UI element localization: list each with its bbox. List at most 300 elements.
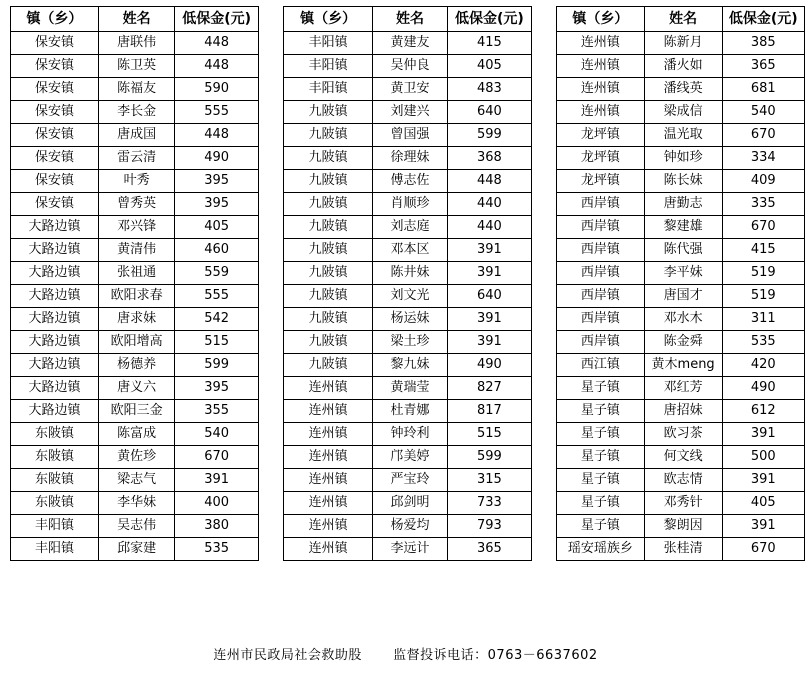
table-row [284, 331, 532, 354]
table-row [557, 216, 805, 239]
cell-town: 连州镇 [284, 446, 373, 469]
table-row [11, 354, 259, 377]
cell-town: 东陂镇 [11, 423, 99, 446]
table-row [557, 446, 805, 469]
cell-amount: 590 [175, 78, 259, 101]
cell-town: 连州镇 [557, 101, 645, 124]
cell-name: 杨德养 [98, 354, 174, 377]
table-row [284, 308, 532, 331]
cell-amount: 640 [447, 285, 531, 308]
cell-name: 欧习茶 [644, 423, 722, 446]
table-row [284, 285, 532, 308]
cell-name: 刘建兴 [373, 101, 448, 124]
cell-amount: 817 [447, 400, 531, 423]
footer-hotline: 监督投诉电话：0763－6637602 [393, 648, 598, 663]
cell-name: 傅志佐 [373, 170, 448, 193]
cell-town: 九陂镇 [284, 262, 373, 285]
cell-name: 邱剑明 [373, 492, 448, 515]
cell-town: 丰阳镇 [284, 78, 373, 101]
cell-name: 李远计 [373, 538, 448, 561]
table-row [11, 170, 259, 193]
cell-name: 李长金 [98, 101, 174, 124]
low-income-table-block-1 [10, 6, 259, 561]
cell-town: 龙坪镇 [557, 147, 645, 170]
cell-amount: 448 [175, 124, 259, 147]
cell-amount: 535 [722, 331, 804, 354]
table-row [284, 354, 532, 377]
cell-name: 欧阳增高 [98, 331, 174, 354]
cell-name: 黄建友 [373, 32, 448, 55]
column-header-name: 姓名 [98, 7, 174, 32]
table-row [557, 285, 805, 308]
table-row [284, 193, 532, 216]
cell-town: 东陂镇 [11, 469, 99, 492]
cell-name: 邱家建 [98, 538, 174, 561]
cell-town: 大路边镇 [11, 331, 99, 354]
low-income-table-block-3 [556, 6, 805, 561]
cell-name: 邓兴锋 [98, 216, 174, 239]
cell-amount: 415 [722, 239, 804, 262]
cell-amount: 395 [175, 170, 259, 193]
cell-amount: 448 [175, 55, 259, 78]
cell-name: 欧志情 [644, 469, 722, 492]
cell-amount: 391 [722, 515, 804, 538]
cell-name: 唐求妹 [98, 308, 174, 331]
cell-town: 连州镇 [284, 515, 373, 538]
cell-name: 陈金舜 [644, 331, 722, 354]
table-row [11, 492, 259, 515]
cell-amount: 391 [722, 469, 804, 492]
cell-town: 东陂镇 [11, 492, 99, 515]
cell-town: 保安镇 [11, 78, 99, 101]
cell-town: 星子镇 [557, 377, 645, 400]
cell-town: 丰阳镇 [284, 32, 373, 55]
cell-amount: 385 [722, 32, 804, 55]
cell-town: 保安镇 [11, 55, 99, 78]
cell-name: 杨爱均 [373, 515, 448, 538]
cell-name: 钟玲利 [373, 423, 448, 446]
column-header-town: 镇（乡） [557, 7, 645, 32]
cell-town: 大路边镇 [11, 400, 99, 423]
cell-name: 黎朗因 [644, 515, 722, 538]
table-row [11, 331, 259, 354]
table-row [284, 101, 532, 124]
table-row [557, 469, 805, 492]
table-row [557, 538, 805, 561]
cell-town: 连州镇 [284, 538, 373, 561]
table-row [284, 78, 532, 101]
cell-town: 大路边镇 [11, 239, 99, 262]
cell-name: 欧阳三金 [98, 400, 174, 423]
cell-amount: 405 [175, 216, 259, 239]
document-footer [0, 644, 811, 663]
table-header-3 [557, 7, 805, 32]
cell-name: 陈福友 [98, 78, 174, 101]
cell-town: 九陂镇 [284, 147, 373, 170]
table-row [11, 101, 259, 124]
table-header-row [284, 7, 532, 32]
cell-name: 唐义六 [98, 377, 174, 400]
cell-amount: 365 [447, 538, 531, 561]
cell-amount: 448 [175, 32, 259, 55]
cell-amount: 315 [447, 469, 531, 492]
cell-name: 李华妹 [98, 492, 174, 515]
cell-name: 邓本区 [373, 239, 448, 262]
cell-amount: 405 [447, 55, 531, 78]
cell-town: 西岸镇 [557, 285, 645, 308]
table-row [557, 170, 805, 193]
cell-name: 邓红芳 [644, 377, 722, 400]
cell-town: 连州镇 [284, 469, 373, 492]
cell-amount: 409 [722, 170, 804, 193]
cell-amount: 334 [722, 147, 804, 170]
cell-town: 保安镇 [11, 101, 99, 124]
cell-amount: 827 [447, 377, 531, 400]
cell-town: 丰阳镇 [284, 55, 373, 78]
cell-town: 连州镇 [284, 423, 373, 446]
cell-amount: 391 [722, 423, 804, 446]
table-row [11, 308, 259, 331]
cell-town: 西岸镇 [557, 193, 645, 216]
cell-name: 刘文光 [373, 285, 448, 308]
table-row [11, 239, 259, 262]
cell-amount: 460 [175, 239, 259, 262]
cell-amount: 540 [175, 423, 259, 446]
table-row [284, 515, 532, 538]
cell-town: 大路边镇 [11, 377, 99, 400]
cell-name: 曾国强 [373, 124, 448, 147]
cell-amount: 612 [722, 400, 804, 423]
table-row [284, 538, 532, 561]
cell-amount: 670 [175, 446, 259, 469]
cell-town: 九陂镇 [284, 308, 373, 331]
cell-amount: 519 [722, 285, 804, 308]
cell-amount: 483 [447, 78, 531, 101]
cell-amount: 368 [447, 147, 531, 170]
table-row [557, 492, 805, 515]
cell-town: 连州镇 [284, 492, 373, 515]
cell-name: 唐勤志 [644, 193, 722, 216]
cell-amount: 380 [175, 515, 259, 538]
cell-amount: 391 [175, 469, 259, 492]
cell-amount: 670 [722, 216, 804, 239]
cell-name: 黄佐珍 [98, 446, 174, 469]
table-row [557, 515, 805, 538]
cell-town: 九陂镇 [284, 354, 373, 377]
cell-town: 连州镇 [557, 32, 645, 55]
table-body-2 [284, 32, 532, 561]
table-header-1 [11, 7, 259, 32]
cell-name: 杜青娜 [373, 400, 448, 423]
cell-name: 梁土珍 [373, 331, 448, 354]
table-row [284, 423, 532, 446]
cell-name: 陈卫英 [98, 55, 174, 78]
cell-amount: 391 [447, 262, 531, 285]
column-header-amount: 低保金(元) [722, 7, 804, 32]
cell-town: 星子镇 [557, 423, 645, 446]
table-row [557, 377, 805, 400]
cell-name: 黎建雄 [644, 216, 722, 239]
cell-town: 西江镇 [557, 354, 645, 377]
cell-town: 大路边镇 [11, 308, 99, 331]
cell-amount: 559 [175, 262, 259, 285]
cell-town: 西岸镇 [557, 216, 645, 239]
cell-name: 邝美婷 [373, 446, 448, 469]
table-row [11, 446, 259, 469]
column-header-amount: 低保金(元) [175, 7, 259, 32]
table-row [557, 308, 805, 331]
cell-name: 陈新月 [644, 32, 722, 55]
cell-town: 西岸镇 [557, 331, 645, 354]
cell-name: 潘线英 [644, 78, 722, 101]
table-row [557, 400, 805, 423]
cell-amount: 640 [447, 101, 531, 124]
cell-town: 保安镇 [11, 124, 99, 147]
cell-name: 唐招妹 [644, 400, 722, 423]
cell-town: 星子镇 [557, 492, 645, 515]
cell-amount: 670 [722, 124, 804, 147]
cell-amount: 391 [447, 308, 531, 331]
table-row [284, 170, 532, 193]
table-row [557, 101, 805, 124]
cell-town: 东陂镇 [11, 446, 99, 469]
cell-town: 瑶安瑶族乡 [557, 538, 645, 561]
cell-amount: 670 [722, 538, 804, 561]
table-row [557, 147, 805, 170]
cell-amount: 793 [447, 515, 531, 538]
cell-town: 保安镇 [11, 147, 99, 170]
table-row [11, 538, 259, 561]
cell-name: 邓水木 [644, 308, 722, 331]
cell-amount: 599 [447, 124, 531, 147]
cell-name: 曾秀英 [98, 193, 174, 216]
cell-amount: 311 [722, 308, 804, 331]
column-header-amount: 低保金(元) [447, 7, 531, 32]
cell-name: 陈井妹 [373, 262, 448, 285]
table-row [11, 377, 259, 400]
table-header-row [557, 7, 805, 32]
table-row [557, 423, 805, 446]
cell-name: 陈富成 [98, 423, 174, 446]
table-row [11, 55, 259, 78]
cell-town: 星子镇 [557, 446, 645, 469]
table-row [284, 55, 532, 78]
table-row [284, 124, 532, 147]
cell-name: 黄清伟 [98, 239, 174, 262]
cell-name: 唐国才 [644, 285, 722, 308]
cell-town: 星子镇 [557, 515, 645, 538]
cell-town: 龙坪镇 [557, 170, 645, 193]
cell-town: 连州镇 [557, 55, 645, 78]
cell-amount: 395 [175, 193, 259, 216]
table-row [284, 147, 532, 170]
cell-name: 唐成国 [98, 124, 174, 147]
table-row [11, 262, 259, 285]
cell-name: 张桂清 [644, 538, 722, 561]
cell-name: 吴仲良 [373, 55, 448, 78]
table-row [557, 78, 805, 101]
cell-name: 雷云清 [98, 147, 174, 170]
cell-town: 九陂镇 [284, 193, 373, 216]
column-header-name: 姓名 [644, 7, 722, 32]
table-row [11, 216, 259, 239]
table-header-2 [284, 7, 532, 32]
table-row [284, 239, 532, 262]
table-row [284, 377, 532, 400]
cell-amount: 395 [175, 377, 259, 400]
cell-town: 保安镇 [11, 170, 99, 193]
cell-amount: 391 [447, 331, 531, 354]
cell-town: 九陂镇 [284, 239, 373, 262]
table-row [11, 515, 259, 538]
table-row [11, 469, 259, 492]
cell-name: 张祖通 [98, 262, 174, 285]
cell-amount: 733 [447, 492, 531, 515]
cell-name: 梁志气 [98, 469, 174, 492]
cell-name: 潘火如 [644, 55, 722, 78]
cell-amount: 415 [447, 32, 531, 55]
cell-name: 杨运妹 [373, 308, 448, 331]
table-row [557, 193, 805, 216]
cell-amount: 519 [722, 262, 804, 285]
cell-town: 大路边镇 [11, 262, 99, 285]
cell-town: 大路边镇 [11, 354, 99, 377]
table-row [11, 285, 259, 308]
cell-town: 西岸镇 [557, 262, 645, 285]
table-row [11, 193, 259, 216]
cell-name: 梁成信 [644, 101, 722, 124]
table-row [557, 331, 805, 354]
table-row [284, 400, 532, 423]
cell-amount: 555 [175, 285, 259, 308]
cell-amount: 490 [722, 377, 804, 400]
cell-amount: 555 [175, 101, 259, 124]
cell-name: 李平妹 [644, 262, 722, 285]
low-income-table-block-2 [283, 6, 532, 561]
cell-town: 大路边镇 [11, 216, 99, 239]
column-header-town: 镇（乡） [284, 7, 373, 32]
cell-town: 保安镇 [11, 32, 99, 55]
cell-town: 西岸镇 [557, 308, 645, 331]
table-row [557, 354, 805, 377]
table-row [11, 147, 259, 170]
cell-amount: 440 [447, 193, 531, 216]
table-row [11, 78, 259, 101]
cell-amount: 515 [175, 331, 259, 354]
cell-town: 丰阳镇 [11, 538, 99, 561]
cell-name: 何文线 [644, 446, 722, 469]
table-body-3 [557, 32, 805, 561]
cell-amount: 335 [722, 193, 804, 216]
cell-name: 邓秀针 [644, 492, 722, 515]
cell-amount: 440 [447, 216, 531, 239]
cell-name: 徐理妹 [373, 147, 448, 170]
cell-amount: 599 [175, 354, 259, 377]
table-row [557, 239, 805, 262]
cell-name: 唐联伟 [98, 32, 174, 55]
cell-town: 九陂镇 [284, 101, 373, 124]
cell-amount: 365 [722, 55, 804, 78]
cell-name: 刘志庭 [373, 216, 448, 239]
cell-amount: 391 [447, 239, 531, 262]
cell-name: 肖顺珍 [373, 193, 448, 216]
table-row [284, 446, 532, 469]
cell-town: 龙坪镇 [557, 124, 645, 147]
table-row [284, 32, 532, 55]
table-row [284, 216, 532, 239]
column-header-town: 镇（乡） [11, 7, 99, 32]
cell-town: 九陂镇 [284, 331, 373, 354]
table-row [557, 124, 805, 147]
table-header-row [11, 7, 259, 32]
table-row [11, 124, 259, 147]
cell-name: 陈长妹 [644, 170, 722, 193]
table-row [557, 262, 805, 285]
cell-amount: 490 [175, 147, 259, 170]
cell-town: 大路边镇 [11, 285, 99, 308]
cell-amount: 542 [175, 308, 259, 331]
cell-name: 黄瑞莹 [373, 377, 448, 400]
table-body-1 [11, 32, 259, 561]
footer-department: 连州市民政局社会救助股 [213, 648, 362, 663]
cell-town: 星子镇 [557, 469, 645, 492]
cell-town: 西岸镇 [557, 239, 645, 262]
table-row [557, 32, 805, 55]
table-row [11, 32, 259, 55]
cell-amount: 420 [722, 354, 804, 377]
cell-town: 丰阳镇 [11, 515, 99, 538]
cell-name: 钟如珍 [644, 147, 722, 170]
table-row [11, 400, 259, 423]
cell-name: 叶秀 [98, 170, 174, 193]
cell-amount: 405 [722, 492, 804, 515]
cell-amount: 355 [175, 400, 259, 423]
cell-name: 严宝玲 [373, 469, 448, 492]
cell-amount: 681 [722, 78, 804, 101]
cell-name: 温光取 [644, 124, 722, 147]
cell-town: 星子镇 [557, 400, 645, 423]
cell-name: 欧阳求春 [98, 285, 174, 308]
cell-amount: 448 [447, 170, 531, 193]
cell-amount: 515 [447, 423, 531, 446]
cell-amount: 500 [722, 446, 804, 469]
cell-amount: 540 [722, 101, 804, 124]
cell-town: 九陂镇 [284, 124, 373, 147]
table-row [284, 262, 532, 285]
cell-town: 连州镇 [284, 400, 373, 423]
cell-name: 黄木meng [644, 354, 722, 377]
cell-amount: 490 [447, 354, 531, 377]
cell-town: 连州镇 [557, 78, 645, 101]
table-columns-container [6, 6, 805, 561]
table-row [557, 55, 805, 78]
cell-amount: 535 [175, 538, 259, 561]
cell-name: 黄卫安 [373, 78, 448, 101]
cell-name: 陈代强 [644, 239, 722, 262]
column-header-name: 姓名 [373, 7, 448, 32]
cell-town: 保安镇 [11, 193, 99, 216]
cell-amount: 599 [447, 446, 531, 469]
table-row [284, 469, 532, 492]
cell-name: 吴志伟 [98, 515, 174, 538]
table-row [11, 423, 259, 446]
cell-name: 黎九妹 [373, 354, 448, 377]
cell-town: 九陂镇 [284, 170, 373, 193]
cell-amount: 400 [175, 492, 259, 515]
table-row [284, 492, 532, 515]
cell-town: 连州镇 [284, 377, 373, 400]
cell-town: 九陂镇 [284, 216, 373, 239]
